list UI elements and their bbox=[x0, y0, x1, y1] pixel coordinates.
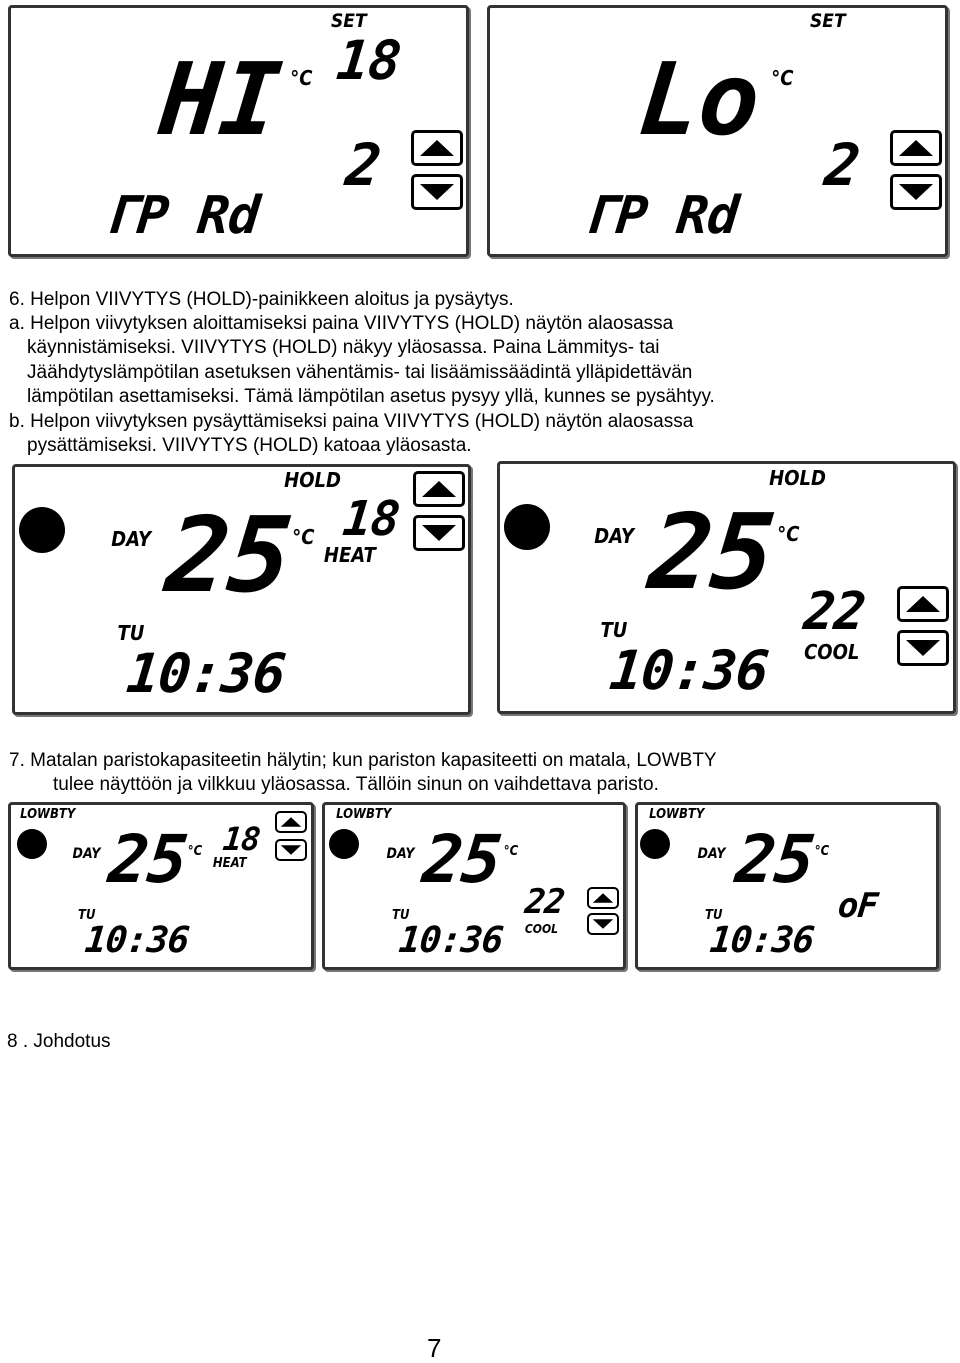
up-button[interactable] bbox=[275, 811, 307, 833]
day-label: DAY bbox=[111, 527, 152, 551]
mode-label: HEAT bbox=[212, 856, 247, 871]
triangle-up-icon bbox=[416, 474, 462, 504]
up-button[interactable] bbox=[897, 586, 949, 622]
set-temp: 18 bbox=[221, 820, 262, 858]
clock-display: 10:36 bbox=[82, 920, 191, 961]
weekday-label: TU bbox=[117, 621, 145, 645]
lowbty-label: LOWBTY bbox=[649, 807, 705, 822]
section-6a-line-4: lämpötilan asettamiseksi. Tämä lämpötilan asetus pysyy yllä, kunnes se pysähtyy. bbox=[27, 386, 715, 407]
day-label: DAY bbox=[386, 846, 415, 862]
day-label: DAY bbox=[72, 846, 101, 862]
filled-circle-icon bbox=[17, 829, 47, 859]
set-label: SET bbox=[809, 10, 846, 32]
mode-label: COOL bbox=[804, 640, 860, 664]
down-button[interactable] bbox=[897, 630, 949, 666]
filled-circle-icon bbox=[19, 507, 65, 553]
unit-label: °C bbox=[503, 844, 519, 859]
unit-label: °C bbox=[771, 66, 794, 90]
hold-label: HOLD bbox=[769, 466, 826, 490]
lowbty-label: LOWBTY bbox=[336, 807, 392, 822]
weekday-label: TU bbox=[391, 908, 410, 923]
up-button[interactable] bbox=[411, 130, 463, 166]
section-6-title: 6. Helpon VIIVYTYS (HOLD)-painikkeen aloitus ja pysäytys. bbox=[9, 289, 514, 310]
mode-label: COOL bbox=[524, 922, 559, 936]
down-button[interactable] bbox=[890, 174, 942, 210]
day-label: DAY bbox=[697, 846, 726, 862]
filled-circle-icon bbox=[504, 504, 550, 550]
down-button[interactable] bbox=[413, 515, 465, 551]
day-label: DAY bbox=[594, 524, 635, 548]
unit-label: °C bbox=[290, 66, 313, 90]
current-temp: 25 bbox=[160, 494, 297, 616]
unit-label: °C bbox=[777, 522, 800, 546]
clock-display: 10:36 bbox=[123, 642, 288, 705]
triangle-down-icon bbox=[900, 633, 946, 663]
triangle-up-icon bbox=[589, 889, 617, 907]
clock-display: 10:36 bbox=[606, 639, 771, 702]
lcd-panel-lo bbox=[487, 5, 948, 257]
set-temp: oF bbox=[835, 886, 880, 926]
triangle-up-icon bbox=[277, 813, 305, 831]
up-button[interactable] bbox=[587, 887, 619, 909]
weekday-label: TU bbox=[77, 908, 96, 923]
section-6a-line-2: käynnistämiseksi. VIIVYTYS (HOLD) näkyy yläosassa. Paina Lämmitys- tai bbox=[27, 337, 660, 358]
lowbty-label: LOWBTY bbox=[20, 807, 76, 822]
section-7-line-2: tulee näyttöön ja vilkkuu yläosassa. Tällöin sinun on vaihdettava paristo. bbox=[53, 774, 659, 795]
lcd-panel-lowbty-cool bbox=[322, 802, 626, 970]
section-8-heading: 8 . Johdotus bbox=[7, 1031, 111, 1052]
lcd-panel-hi bbox=[8, 5, 469, 257]
hold-label: HOLD bbox=[284, 468, 341, 492]
section-6a-line-1: a. Helpon viivytyksen aloittamiseksi paina VIIVYTYS (HOLD) näytön alaosassa bbox=[9, 313, 674, 334]
down-button[interactable] bbox=[587, 913, 619, 935]
mode-display: ΓP Rd bbox=[103, 186, 262, 246]
triangle-down-icon bbox=[893, 177, 939, 207]
main-display: HI bbox=[154, 41, 286, 158]
weekday-label: TU bbox=[704, 908, 723, 923]
set-temp: 18 bbox=[340, 491, 402, 547]
triangle-down-icon bbox=[416, 518, 462, 548]
unit-label: °C bbox=[292, 525, 315, 549]
triangle-down-icon bbox=[277, 841, 305, 859]
triangle-up-icon bbox=[893, 133, 939, 163]
clock-display: 10:36 bbox=[396, 920, 505, 961]
down-button[interactable] bbox=[411, 174, 463, 210]
page-number: 7 bbox=[427, 1333, 442, 1363]
weekday-label: TU bbox=[600, 618, 628, 642]
value-display: 2 bbox=[821, 131, 863, 199]
lcd-panel-lowbty-heat bbox=[8, 802, 314, 970]
mode-display: ΓP Rd bbox=[582, 186, 741, 246]
triangle-down-icon bbox=[414, 177, 460, 207]
lcd-panel-hold-heat bbox=[12, 464, 471, 715]
set-label: SET bbox=[330, 10, 367, 32]
current-temp: 25 bbox=[732, 821, 818, 898]
down-button[interactable] bbox=[275, 839, 307, 861]
mode-label: HEAT bbox=[323, 543, 376, 567]
clock-display: 10:36 bbox=[707, 920, 816, 961]
set-value: 18 bbox=[333, 29, 404, 92]
current-temp: 25 bbox=[419, 821, 505, 898]
main-display: Lo bbox=[633, 41, 765, 158]
section-7-line-1: 7. Matalan paristokapasiteetin hälytin; kun pariston kapasiteetti on matala, LOWBTY bbox=[9, 750, 717, 771]
triangle-up-icon bbox=[900, 589, 946, 619]
filled-circle-icon bbox=[640, 829, 670, 859]
set-temp: 22 bbox=[522, 882, 567, 922]
section-6b-line-2: pysättämiseksi. VIIVYTYS (HOLD) katoaa yläosasta. bbox=[27, 435, 472, 456]
current-temp: 25 bbox=[105, 821, 191, 898]
unit-label: °C bbox=[187, 844, 203, 859]
triangle-up-icon bbox=[414, 133, 460, 163]
up-button[interactable] bbox=[890, 130, 942, 166]
set-temp: 22 bbox=[800, 582, 868, 642]
lcd-panel-hold-cool bbox=[497, 461, 956, 714]
unit-label: °C bbox=[814, 844, 830, 859]
triangle-down-icon bbox=[589, 915, 617, 933]
current-temp: 25 bbox=[643, 491, 780, 613]
value-display: 2 bbox=[342, 131, 384, 199]
section-6b-line-1: b. Helpon viivytyksen pysäyttämiseksi paina VIIVYTYS (HOLD) näytön alaosassa bbox=[9, 411, 694, 432]
up-button[interactable] bbox=[413, 471, 465, 507]
filled-circle-icon bbox=[329, 829, 359, 859]
lcd-panel-lowbty-off bbox=[635, 802, 939, 970]
section-6a-line-3: Jäähdytyslämpötilan asetuksen vähentämis- tai lisäämissäädintä ylläpidettävän bbox=[27, 362, 693, 383]
